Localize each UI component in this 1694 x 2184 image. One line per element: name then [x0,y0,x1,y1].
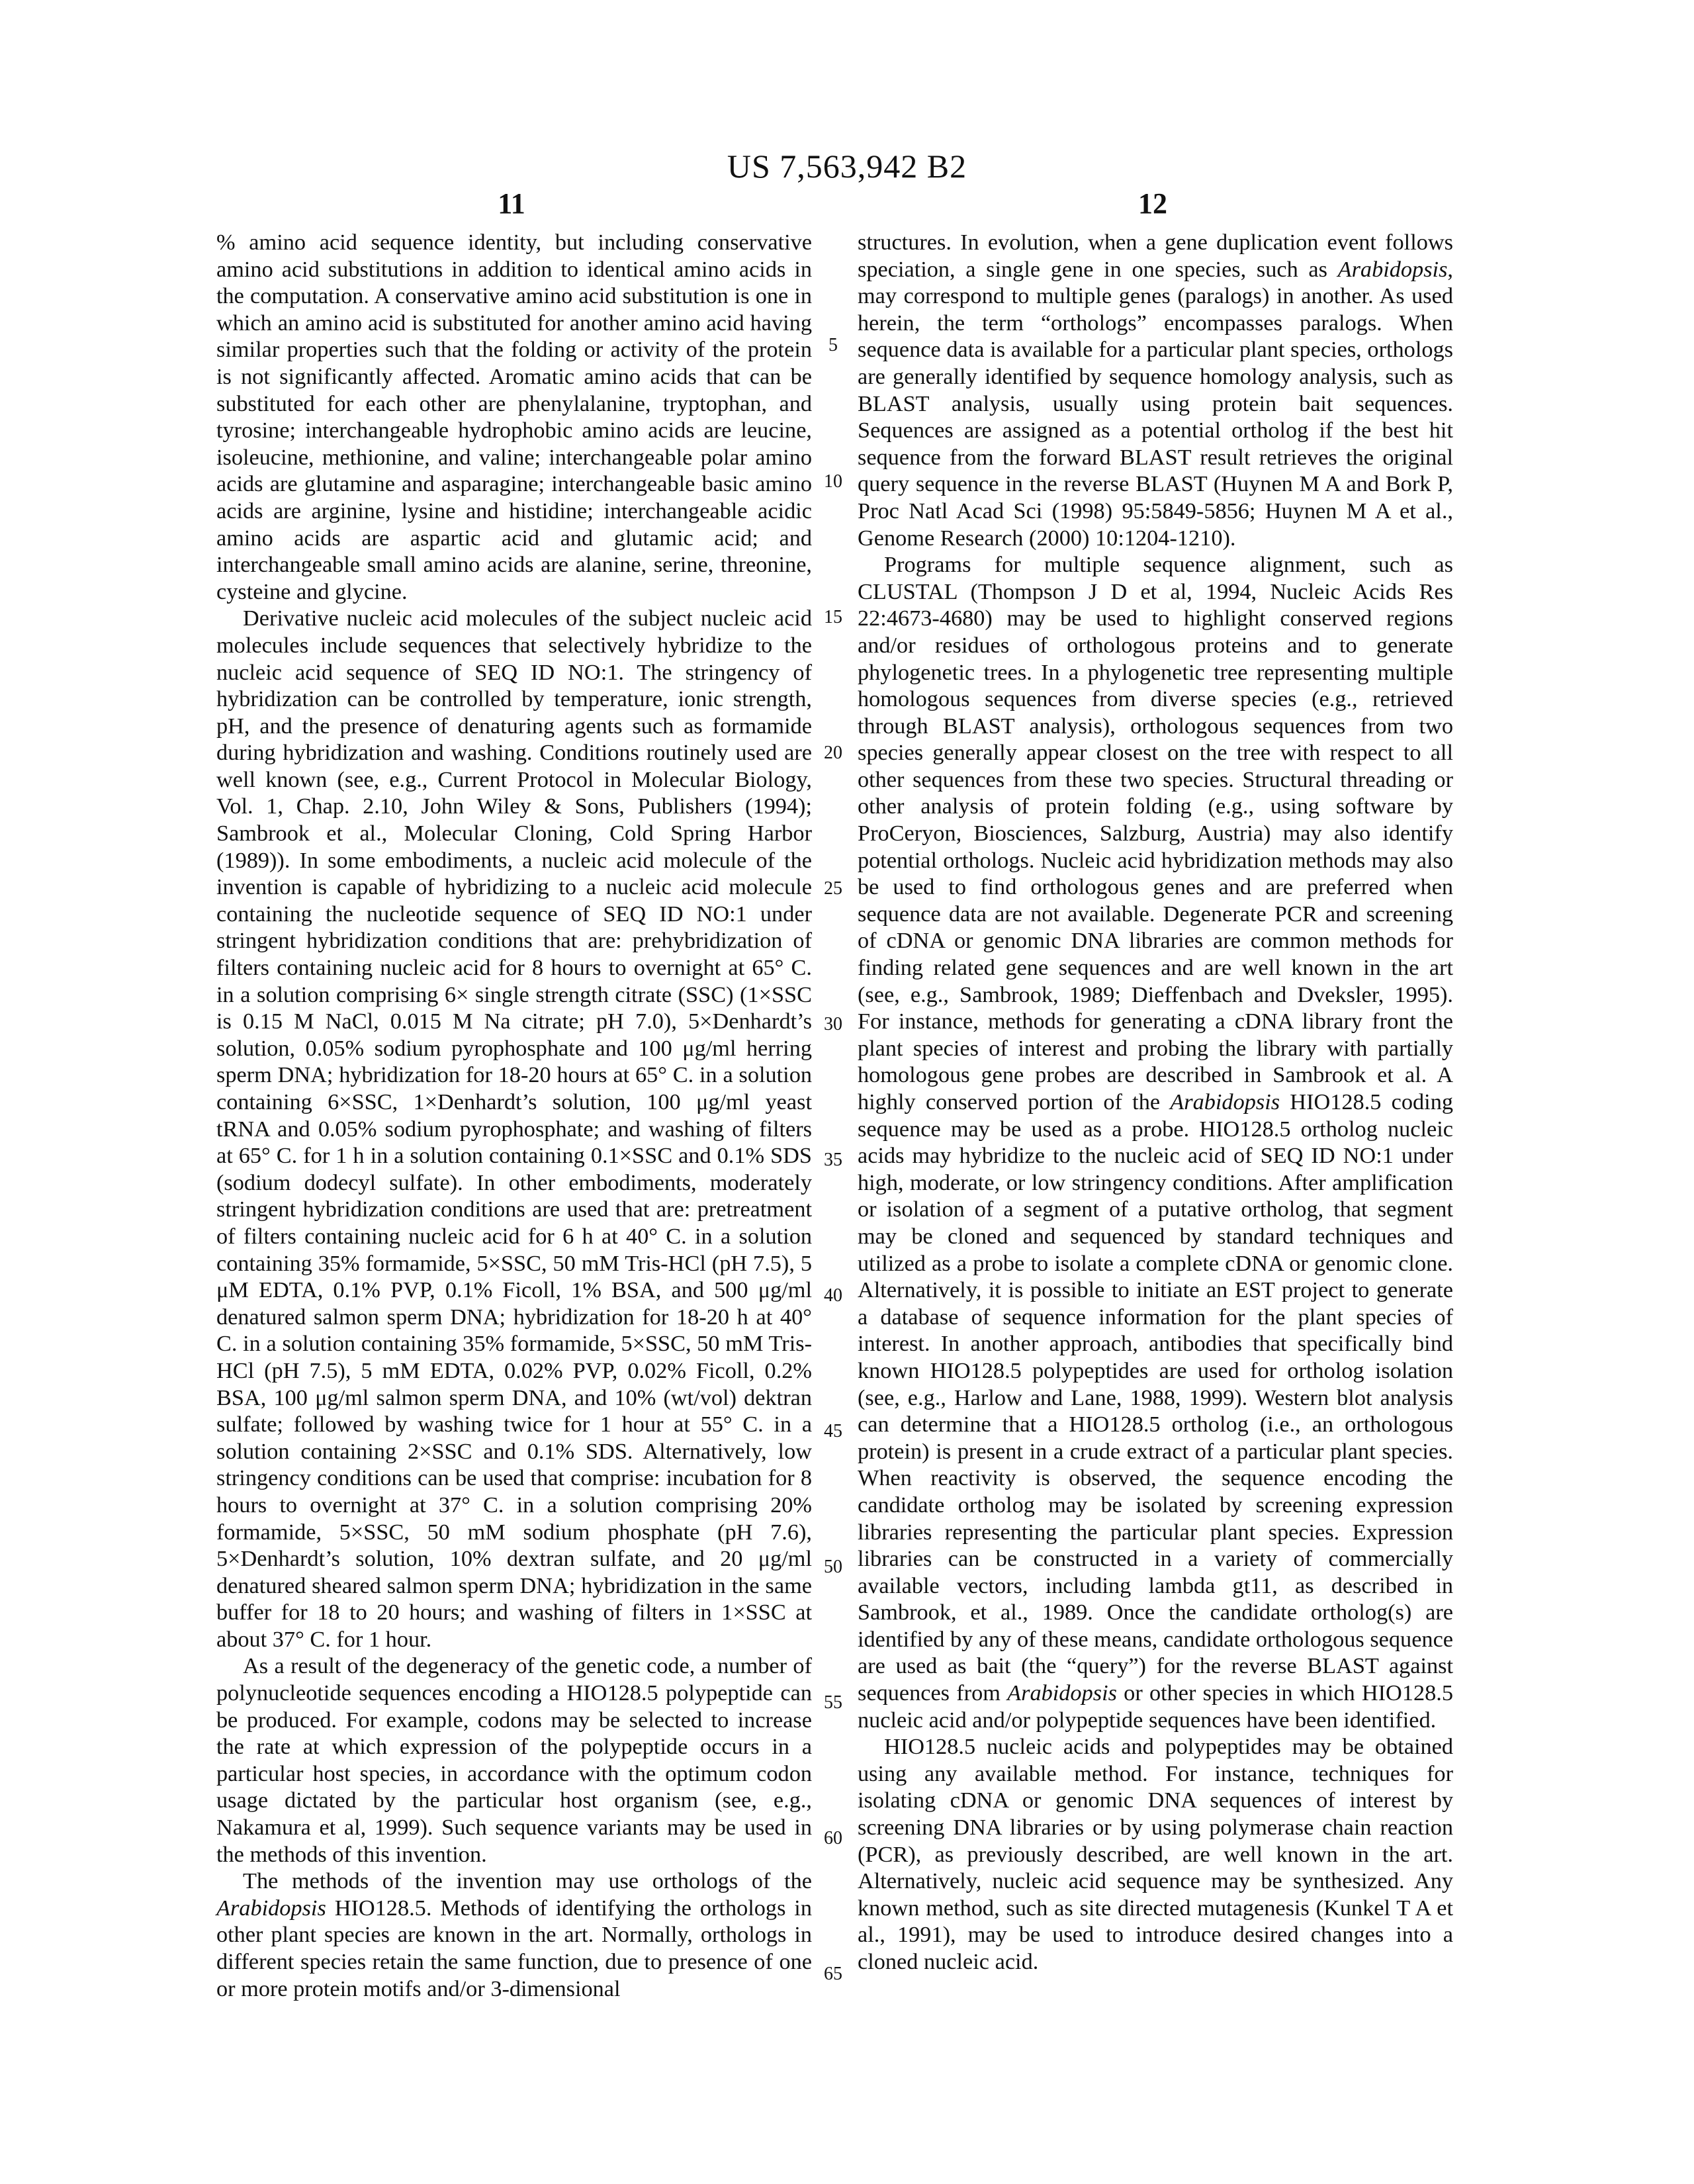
right-paragraph-2 [858,551,1453,1733]
left-paragraph-3: As a result of the degeneracy of the genetic code, a number of polynucleotide sequences encoding a HIO128.5 polypeptide can be produced. For example, codons may be selected to increase the rate at which expression of the polypeptide occurs in a particular host species, in accordance with the optimum codon usage dictated by the particular host organism (see, e.g., Nakamura et al, 1999). Such sequence variants may be used in the methods of this invention. [216,1653,812,1868]
left-column [216,229,812,2002]
line-number: 65 [817,1964,850,1985]
left-p4-text-b: HIO128.5. Methods of identifying the orthologs in other plant species are known in the art. Normally, orthologs in different species retain the same function, due to presence of one or more protein motifs and/or 3-dimensional [216,1895,812,2001]
right-column [858,229,1453,1976]
left-paragraph-4 [216,1868,812,2002]
right-page-number: 12 [1087,187,1219,220]
line-number: 35 [817,1150,850,1171]
left-paragraph-2: Derivative nucleic acid molecules of the subject nucleic acid molecules include sequences that selectively hybridize to the nucleic acid sequence of SEQ ID NO:1. The stringency of hybridization can be controlled by temperature, ionic strength, pH, and the presence of denaturing agents such as formamide during hybridization and washing. Conditions routinely used are well known (see, e.g., Current Protocol in Molecular Biology, Vol. 1, Chap. 2.10, John Wiley & Sons, Publishers (1994); Sambrook et al., Molecular Cloning, Cold Spring Harbor (1989)). In some embodiments, a nucleic acid molecule of the invention is capable of hybridizing to a nucleic acid molecule containing the nucleotide sequence of SEQ ID NO:1 under stringent hybridization conditions that are: prehybridization of filters containing nucleic acid for 8 hours to overnight at 65° C. in a solution comprising 6× single strength citrate (SSC) (1×SSC is 0.15 M NaCl, 0.015 M Na citrate; pH 7.0), 5×Denhardt’s solution, 0.05% sodium pyrophosphate and 100 μg/ml herring sperm DNA; hybridization for 18-20 hours at 65° C. in a solution containing 6×SSC, 1×Denhardt’s solution, 100 μg/ml yeast tRNA and 0.05% sodium pyrophosphate; and washing of filters at 65° C. for 1 h in a solution containing 0.1×SSC and 0.1% SDS (sodium dodecyl sulfate). In other embodiments, moderately stringent hybridization conditions are used that are: pretreatment of filters containing nucleic acid for 6 h at 40° C. in a solution containing 35% formamide, 5×SSC, 50 mM Tris-HCl (pH 7.5), 5 μM EDTA, 0.1% PVP, 0.1% Ficoll, 1% BSA, and 500 μg/ml denatured salmon sperm DNA; hybridization for 18-20 h at 40° C. in a solution containing 35% formamide, 5×SSC, 50 mM Tris-HCl (pH 7.5), 5 mM EDTA, 0.02% PVP, 0.02% Ficoll, 0.2% BSA, 100 μg/ml salmon sperm DNA, and 10% (wt/vol) dektran sulfate; followed by washing twice for 1 hour at 55° C. in a solution containing 2×SSC and 0.1% SDS. Alternatively, low stringency conditions can be used that comprise: incubation for 8 hours to overnight at 37° C. in a solution comprising 20% formamide, 5×SSC, 50 mM sodium phosphate (pH 7.6), 5×Denhardt’s solution, 10% dextran sulfate, and 20 μg/ml denatured sheared salmon sperm DNA; hybridization in the same buffer for 18 to 20 hours; and washing of filters in 1×SSC at about 37° C. for 1 hour. [216,605,812,1653]
line-number: 45 [817,1421,850,1442]
line-number: 15 [817,607,850,628]
right-p1-text-b: , may correspond to multiple genes (paralogs) in another. As used herein, the term “orthologs” encompasses paralogs. When sequence data is available for a particular plant species, orthologs are generally identified by sequence homology analysis, such as BLAST analysis, usually using protein bait sequences. Sequences are assigned as a potential ortholog if the best hit sequence from the forward BLAST result retrieves the original query sequence in the reverse BLAST (Huynen M A and Bork P, Proc Natl Acad Sci (1998) 95:5849-5856; Huynen M A et al., Genome Research (2000) 10:1204-1210). [858,257,1453,551]
line-number: 30 [817,1014,850,1035]
right-paragraph-1 [858,229,1453,551]
right-p1-text-a: structures. In evolution, when a gene duplication event follows speciation, a single gene in one species, such as [858,230,1453,282]
line-number: 25 [817,878,850,899]
line-number: 5 [817,335,850,356]
patent-number: US 7,563,942 B2 [0,147,1694,185]
left-p4-text-a: The methods of the invention may use orthologs of the [243,1868,812,1893]
line-number: 50 [817,1557,850,1578]
line-number: 60 [817,1828,850,1849]
right-p2-text-b: HIO128.5 coding sequence may be used as a probe. HIO128.5 ortholog nucleic acids may hybridize to the nucleic acid of SEQ ID NO:1 under high, moderate, or low stringency conditions. After amplification or isolation of a segment of a putative ortholog, that segment may be cloned and sequenced by standard techniques and utilized as a probe to isolate a complete cDNA or genomic clone. Alternatively, it is possible to initiate an EST project to generate a database of sequence information for the plant species of interest. In another approach, antibodies that specifically bind known HIO128.5 polypeptides are used for ortholog isolation (see, e.g., Harlow and Lane, 1988, 1999). Western blot analysis can determine that a HIO128.5 ortholog (i.e., an orthologous protein) is present in a crude extract of a particular plant species. When reactivity is observed, the sequence encoding the candidate ortholog may be isolated by screening expression libraries representing the particular plant species. Expression libraries can be constructed in a variety of commercially available vectors, including lambda gt11, as described in Sambrook, et al., 1989. Once the candidate ortholog(s) are identified by any of these means, candidate orthologous sequence are used as bait (the “query”) for the reverse BLAST against sequences from [858,1089,1453,1706]
right-p2-italic-1: Arabidopsis [1170,1089,1280,1115]
right-p2-italic-2: Arabidopsis [1007,1680,1117,1706]
line-number: 40 [817,1285,850,1306]
line-number: 10 [817,471,850,492]
left-page-number: 11 [445,187,578,220]
right-p1-italic: Arabidopsis [1338,257,1448,282]
right-paragraph-3: HIO128.5 nucleic acids and polypeptides may be obtained using any available method. For instance, techniques for isolating cDNA or genomic DNA sequences of interest by screening DNA libraries or by using polymerase chain reaction (PCR), as previously described, are well known in the art. Alternatively, nucleic acid sequence may be synthesized. Any known method, such as site directed mutagenesis (Kunkel T A et al., 1991), may be used to introduce desired changes into a cloned nucleic acid. [858,1733,1453,1975]
right-p2-text-c: or other species in which HIO128.5 nucleic acid and/or polypeptide sequences have been identified. [858,1680,1453,1733]
line-number: 20 [817,743,850,764]
left-p4-italic: Arabidopsis [216,1895,326,1921]
right-p2-text-a: Programs for multiple sequence alignment, such as CLUSTAL (Thompson J D et al, 1994, Nucleic Acids Res 22:4673-4680) may be used to highlight conserved regions and/or residues of orthologous proteins and to generate phylogenetic trees. In a phylogenetic tree representing multiple homologous sequences from diverse species (e.g., retrieved through BLAST analysis), orthologous sequences from two species generally appear closest on the tree with respect to all other sequences from these two species. Structural threading or other analysis of protein folding (e.g., using software by ProCeryon, Biosciences, Salzburg, Austria) may also identify potential orthologs. Nucleic acid hybridization methods may also be used to find orthologous genes and are preferred when sequence data are not available. Degenerate PCR and screening of cDNA or genomic DNA libraries are common methods for finding related gene sequences and are well known in the art (see, e.g., Sambrook, 1989; Dieffenbach and Dveksler, 1995). For instance, methods for generating a cDNA library front the plant species of interest and probing the library with partially homologous gene probes are described in Sambrook et al. A highly conserved portion of the [858,552,1453,1115]
left-paragraph-1: % amino acid sequence identity, but including conservative amino acid substitutions in addition to identical amino acids in the computation. A conservative amino acid substitution is one in which an amino acid is substituted for another amino acid having similar properties such that the folding or activity of the protein is not significantly affected. Aromatic amino acids that can be substituted for each other are phenylalanine, tryptophan, and tyrosine; interchangeable hydrophobic amino acids are leucine, isoleucine, methionine, and valine; interchangeable polar amino acids are glutamine and asparagine; interchangeable basic amino acids are arginine, lysine and histidine; interchangeable acidic amino acids are aspartic acid and glutamic acid; and interchangeable small amino acids are alanine, serine, threonine, cysteine and glycine. [216,229,812,605]
line-number: 55 [817,1692,850,1713]
